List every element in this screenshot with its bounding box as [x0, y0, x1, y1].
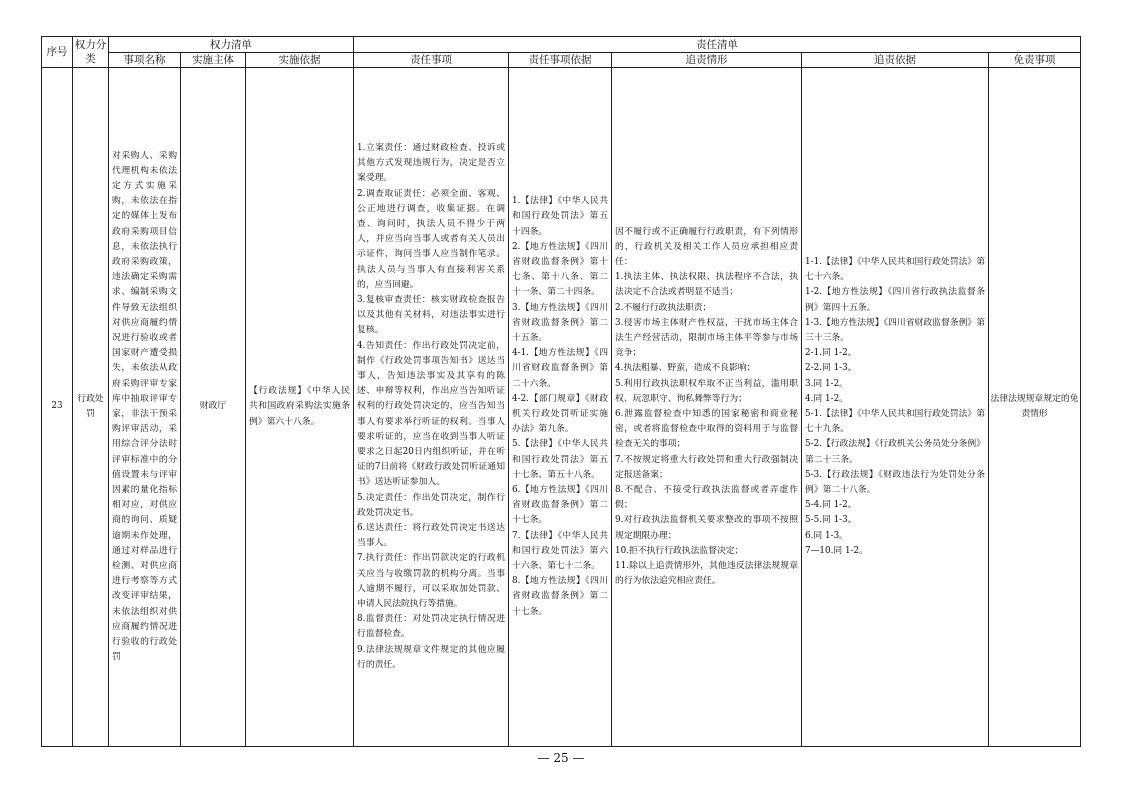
header-exemption: 免责事项: [989, 53, 1081, 68]
list-item: 5-4.同 1-2。: [805, 500, 857, 511]
list-item: 6.送达责任：将行政处罚决定书送达当事人。: [357, 523, 506, 549]
header-power-list: 权力清单: [109, 37, 354, 53]
list-item: 5-3.【行政法规】《财政违法行为处罚处分条例》第二十八条。: [805, 469, 986, 496]
list-item: 2.调查取证责任：必须全面、客观、公正地进行调查，收集证据。在调查、询问时，执法人员不得少于两人，并应当向当事人或者有关人员出示证件，询问当事人应当制作笔录。执法人员与当事人有直接利害关系的，应当回避。: [357, 188, 506, 290]
list-item: 8.监督责任：对处罚决定执行情况进行监督检查。: [357, 614, 506, 640]
list-item: 3.【地方性法规】《四川省财政监督条例》第二十五条。: [512, 302, 609, 343]
header-acc-basis: 追责依据: [802, 53, 989, 68]
list-item: 2-2.同 1-3。: [805, 363, 857, 374]
cell-power-type: 行政处罚: [73, 68, 109, 747]
cell-duty-items: [354, 68, 509, 747]
list-item: 5-2.【行政法规】《行政机关公务员处分条例》第二十三条。: [805, 439, 986, 465]
list-item: 5.利用行政执法职权牟取不正当利益，滥用职权、玩忽职守、徇私舞弊等行为；: [615, 378, 799, 404]
list-item: 1-2.【地方性法规】《四川省行政执法监督条例》第四十五条。: [805, 287, 986, 313]
cell-item-name: 对采购人、采购代理机构未依法定方式实施采购，未依法在指定的媒体上发布政府采购项目信息，未依法执行政府采购政策，违法确定采购需求、编制采购文件导致无法组织对供应商履约情况进行验收或者国家财产遭受损失，未依法从政府采购评审专家库中抽取评审专家，非法干预采购评审活动，采用综合评分法时评审标准中的分值设置未与评审因素的量化指标相对应，对供应商的询问、质疑逾期未作处理，通过对样品进行检测、对供应商进行考察等方式改变评审结果，未依法组织对供应商履约情况进行验收的行政处罚: [109, 68, 181, 747]
list-item: 6.同 1-3。: [805, 530, 848, 541]
header-accountability: 追责情形: [612, 53, 802, 68]
list-item: 4-1.【地方性法规】《四川省财政监督条例》第二十六条。: [512, 348, 609, 389]
header-item-name: 事项名称: [109, 53, 181, 68]
list-item: 1.【法律】《中华人民共和国行政处罚法》第五十四条。: [512, 196, 609, 237]
list-item: 8.不配合、不接受行政执法监督或者弄虚作假；: [615, 485, 799, 511]
list-item: 5-1.【法律】《中华人民共和国行政处罚法》第七十九条。: [805, 409, 986, 435]
header-power-type: 权力分类: [73, 37, 109, 68]
list-item: 3.同 1-2。: [805, 378, 848, 389]
list-item: 1.立案责任：通过财政检查、投诉或其他方式发现违规行为，决定是否立案受理。: [357, 142, 506, 184]
list-item: 7—10.同 1-2。: [805, 545, 868, 556]
list-item: 7.不按规定将重大行政处罚和重大行政强制决定报送备案；: [615, 454, 799, 480]
list-item: 4.执法粗暴、野蛮，造成不良影响；: [615, 363, 756, 374]
list-item: 1-3.【地方性法规】《四川省财政监督条例》第三十三条。: [805, 317, 986, 343]
list-item: 1.执法主体、执法权限、执法程序不合法，执法决定不合法或者明显不适当；: [615, 272, 799, 298]
list-item: 9.法律法规规章文件规定的其他应履行的责任。: [357, 644, 506, 670]
list-item: 6.【地方性法规】《四川省财政监督条例》第二十七条。: [512, 485, 609, 526]
header-subject: 实施主体: [181, 53, 246, 68]
list-item: 3.复核审查责任：核实财政检查报告以及其他有关材料，对违法事实进行复核。: [357, 294, 506, 336]
list-item: 7.【法律】《中华人民共和国行政处罚法》第六十六条、第七十二条。: [512, 530, 609, 572]
list-item: 9.对行政执法监督机关要求整改的事项不按照规定期限办理；: [615, 515, 799, 541]
cell-accountability: [612, 68, 802, 747]
list-item: 4.告知责任：作出行政处罚决定前，制作《行政处罚事项告知书》送达当事人，告知违法事实及其享有的陈述、申辩等权利，作出应当告知听证权利的行政处罚决定的，应当告知当事人有要求举行听证的权利。当事人要求听证的，应当在收到当事人听证要求之日起20日内组织听证，并在听证的7日前将《财政行政处罚听证通知书》送达听证参加人。: [357, 340, 506, 488]
list-item: 5.决定责任：作出处罚决定，制作行政处罚决定书。: [357, 492, 506, 518]
cell-acc-basis: [802, 68, 989, 747]
list-item: 因不履行或不正确履行行政职责，有下列情形的，行政机关及相关工作人员应承担相应责任：: [615, 226, 799, 267]
cell-seq: 23: [42, 68, 73, 747]
cell-subject: 财政厅: [181, 68, 246, 747]
header-basis: 实施依据: [246, 53, 354, 68]
page-number: — 25 —: [537, 751, 585, 765]
table-row: [42, 68, 1081, 747]
cell-basis: 【行政法规】《中华人民共和国政府采购法实施条例》第六十八条。: [246, 68, 354, 747]
list-item: 8.【地方性法规】《四川省财政监督条例》第二十七条。: [512, 576, 609, 617]
list-item: 2-1.同 1-2。: [805, 348, 857, 359]
list-item: 4.同 1-2。: [805, 393, 848, 404]
list-item: 7.执行责任：作出罚款决定的行政机关应当与收缴罚款的机构分离。当事人逾期不履行，可以采取加处罚款、申请人民法院执行等措施。: [357, 553, 506, 610]
header-duty-list: 责任清单: [354, 37, 1081, 53]
list-item: 2.【地方性法规】《四川省财政监督条例》第十七条、第十八条、第二十一条、第二十四条。: [512, 241, 609, 298]
list-item: 11.除以上追责情形外，其他违反法律法规规章的行为依法追究相应责任。: [615, 561, 799, 587]
power-responsibility-table: [41, 36, 1081, 747]
list-item: 6.泄露监督检查中知悉的国家秘密和商业秘密，或者将监督检查中取得的资料用于与监督检查无关的事项；: [615, 409, 799, 450]
list-item: 2.不履行行政执法职责；: [615, 302, 712, 313]
header-seq: 序号: [42, 37, 73, 68]
header-duty-basis: 责任事项依据: [509, 53, 612, 68]
cell-duty-basis: [509, 68, 612, 747]
list-item: 5.【法律】《中华人民共和国行政处罚法》第五十七条、第五十八条。: [512, 439, 609, 480]
list-item: 3.侵害市场主体财产性权益，干扰市场主体合法生产经营活动，限制市场主体平等参与市场竞争；: [615, 317, 799, 359]
list-item: 1-1.【法律】《中华人民共和国行政处罚法》第七十六条。: [805, 256, 986, 283]
cell-exemption: 法律法规规章规定的免责情形: [989, 68, 1081, 747]
list-item: 4-2.【部门规章】《财政机关行政处罚听证实施办法》第九条。: [512, 393, 609, 435]
list-item: 5-5.同 1-3。: [805, 515, 857, 526]
list-item: 10.拒不执行行政执法监督决定；: [615, 545, 744, 556]
header-duty-items: 责任事项: [354, 53, 509, 68]
